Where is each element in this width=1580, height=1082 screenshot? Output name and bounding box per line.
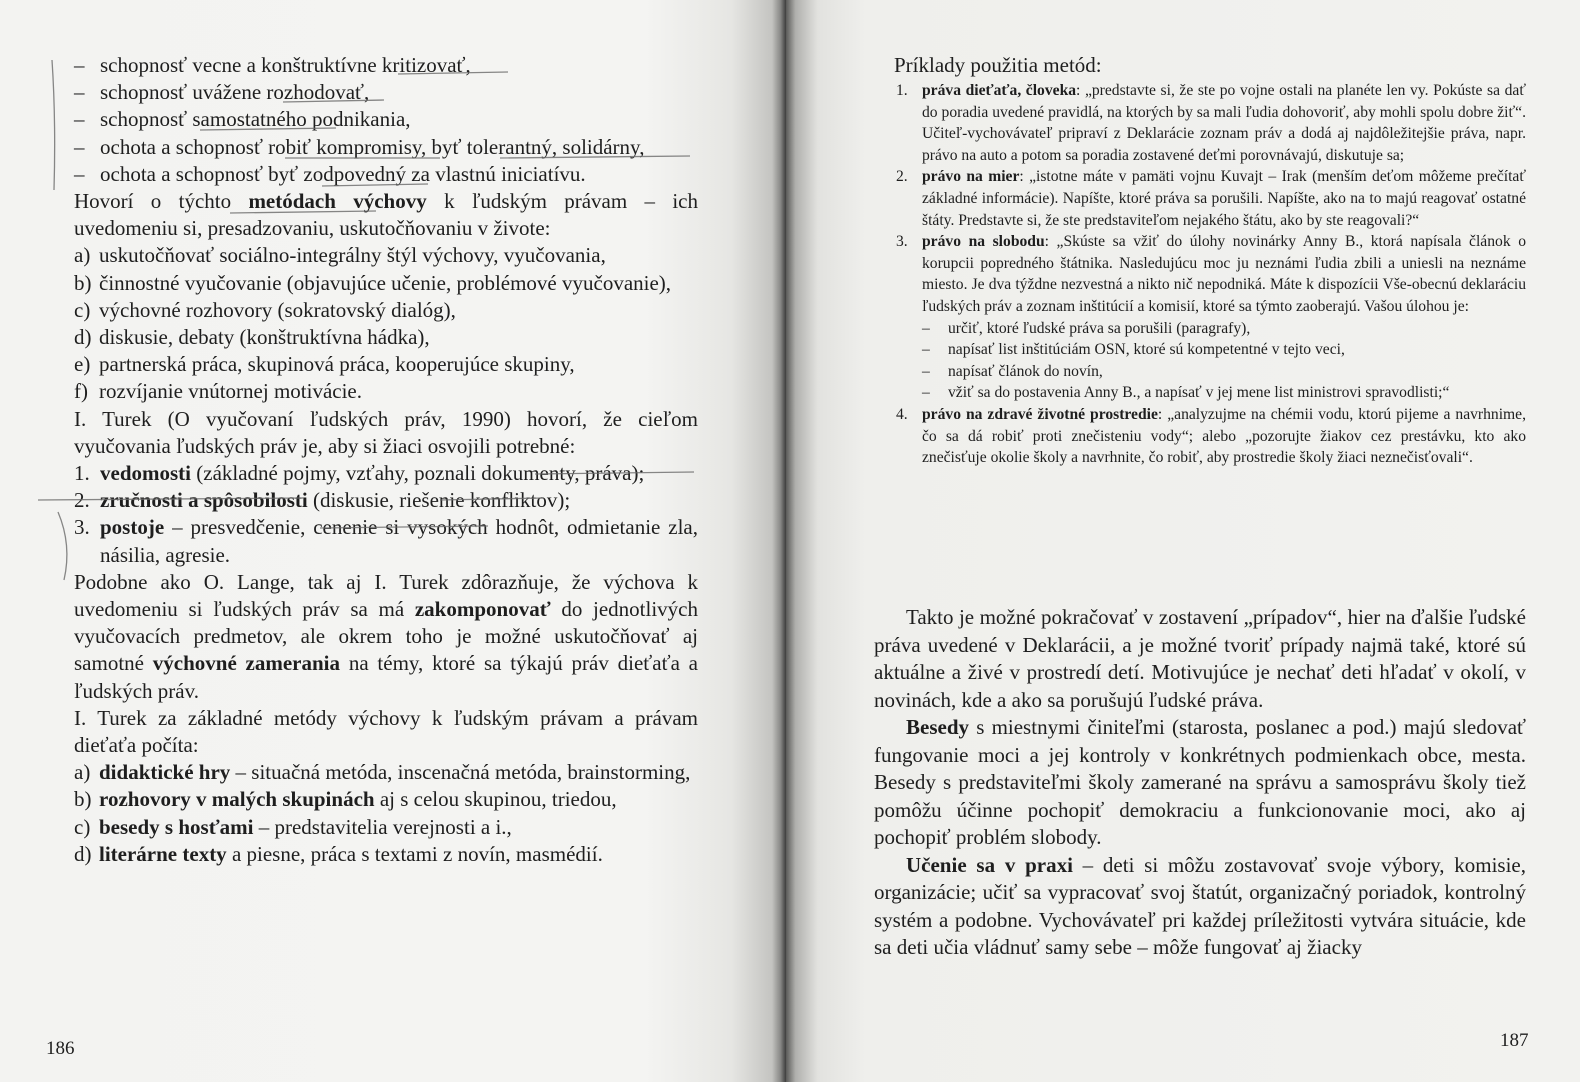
text-run: k ľudským právam – ich uvedomeniu si, presadzovaniu, uskutočňovaniu v živote: (74, 189, 698, 241)
example-item (896, 166, 1526, 231)
section-heading: Príklady použitia metód: (894, 53, 1102, 77)
bold-term: vedomosti (100, 461, 191, 486)
text-run: Podobne ako O. Lange, tak aj I. Turek zdôrazňuje, že výchova k uvedomeniu si ľudských práv sa má (74, 569, 698, 622)
list-item (74, 759, 698, 786)
example-text: : „predstavte si, že ste po vojne ostali na planéte len vy. Pokúste sa dať do poradia uvedené pravidlá, na ktorých by sa mali ľudia dohovoriť, aby mohli spolu dobre žiť“. Učiteľ-vychovávateľ pripraví z Deklarácie zoznam práv a dodá aj najdôležitejšie práva, napr. právo na auto a potom sa poradia zostavené deťmi porovnávajú, diskutuje sa; (922, 82, 1526, 164)
list-marker: a) (74, 243, 91, 268)
bold-term: Učenie sa v praxi (906, 852, 1073, 877)
list-item-text: (diskusie, riešenie konfliktov); (307, 488, 571, 513)
left-page (0, 0, 786, 1082)
list-item-text: partnerská práca, skupinová práca, kooperujúce skupiny, (99, 352, 575, 377)
paragraph-practice (874, 852, 1526, 962)
list-marker: 3. (896, 233, 908, 251)
list-item-text: uskutočňovať sociálno-integrálny štýl výchovy, vyučovania, (99, 243, 606, 268)
task-dash-item: – napísať článok do novín, (896, 361, 1526, 383)
example-text: : „Skúste sa vžiť do úlohy novinárky Anny B., ktorá napísala článok o korupcii popredného štátnika. Nasledujúcu moc ju neznámi ľudia zbili a uniesli na neznáme miesto. Je dva týždne nezvestná a nikto nič nepodniká. Máte k dispozícii Vše-obecnú deklaráciu ľudských práv a zoznam inštitúcií a komisií, ktoré sa týmto zaoberajú. Vašou úlohou je: (922, 233, 1527, 315)
example-item (896, 80, 1526, 166)
list-item (74, 786, 698, 813)
list-item-text: a piesne, práca s textami z novín, masmédií. (226, 841, 603, 866)
list-marker: d) (74, 841, 92, 866)
bold-term: besedy s hosťami (99, 814, 254, 839)
list-item (74, 378, 698, 405)
dash-item: – schopnosť vecne a konštruktívne kritizovať, (74, 52, 698, 79)
example-text: : „analyzujme na chémii vodu, ktorú pijeme a navrhnime, čo sa dá robiť proti znečisteniu vody“; alebo „pozorujte žiakov cez prestávku, kto ako znečisťuje okolie školy a navrhnite, čo robiť, aby prostredie školy žiaci neznečisťovali“. (922, 405, 1527, 467)
list-item-text: – situačná metóda, inscenačná metóda, brainstorming, (230, 760, 691, 785)
paragraph-methods-intro (74, 188, 698, 242)
task-dash-item: – vžiť sa do postavenia Anny B., a napísať v jej mene list ministrovi spravodlisti;“ (896, 382, 1526, 404)
example-item (896, 404, 1526, 469)
bold-term: právo na zdravé životné prostredie (922, 405, 1158, 423)
list-item (74, 487, 698, 514)
examples-list (896, 80, 1526, 469)
dash-item: – ochota a schopnosť robiť kompromisy, byť tolerantný, solidárny, (74, 134, 698, 161)
bold-term: didaktické hry (99, 760, 231, 785)
example-text: : „istotne máte v pamäti vojnu Kuvajt – Irak (menším deťom môžeme prečítať základné informácie). Napíšte, ktoré práva sa porušili. Napíšte, ako na to majú reagovať ostatné štáty. Predstavte si, že ste predstaviteľom nejakého štátu, ako by ste reagovali?“ (922, 168, 1526, 229)
task-dash-item: – určiť, ktoré ľudské práva sa porušili (paragrafy), (896, 318, 1526, 340)
bold-term: zakomponovať (414, 597, 551, 622)
list-marker: 2. (896, 168, 908, 186)
list-item (74, 297, 698, 324)
list-item-text: diskusie, debaty (konštruktívna hádka), (99, 325, 430, 350)
task-dash-item: – napísať list inštitúciám OSN, ktoré sú kompetentné v tejto veci, (896, 339, 1526, 361)
list-item-text: – presvedčenie, cenenie si vysokých hodnôt, odmietanie zla, násilia, agresie. (100, 515, 698, 567)
paragraph-besedy (874, 714, 1526, 852)
list-marker: c) (74, 814, 91, 839)
list-item (74, 324, 698, 351)
bold-term: postoje (100, 515, 165, 540)
text-run: – deti si môžu zostavovať svoje výbory, komisie, organizácie; učiť sa vypracovať svoj štatút, organizačný poriadok, kontrolný systém a podobne. Vychovávateľ pri každej príležitosti vytvára situácie, kde sa deti učia vládnuť samy sebe – môže fungovať aj žiacky (874, 852, 1527, 959)
text-run: Hovorí o týchto (74, 189, 249, 214)
list-item-text: činnostné vyučovanie (objavujúce učenie, problémové vyučovanie), (99, 270, 672, 295)
text-run: s miestnymi činiteľmi (starosta, poslanec a pod.) majú sledovať fungovanie moci a jej kontroly v konkrétnych podmienkach obce, mesta. Besedy s predstaviteľmi školy zamerané na správu a samosprávu školy tiež pomôžu účinne pochopiť demokraciu a funkcionovanie moci, ako aj pochopiť problém slobody. (874, 715, 1526, 849)
list-marker: f) (74, 379, 88, 404)
list-marker: b) (74, 270, 92, 295)
list-marker: 4. (896, 405, 908, 423)
list-marker: 1. (74, 461, 90, 486)
bold-term: Besedy (906, 715, 969, 739)
right-page-text (874, 604, 1526, 962)
list-item-text: výchovné rozhovory (sokratovský dialóg), (99, 297, 456, 322)
list-item-text: (základné pojmy, vzťahy, poznali dokumenty, práva); (191, 461, 645, 486)
list-item-text: rozvíjanie vnútornej motivácie. (99, 379, 362, 404)
list-marker: c) (74, 297, 91, 322)
list-item (74, 242, 698, 269)
list-marker: b) (74, 787, 92, 812)
left-page-text (74, 52, 698, 868)
bold-term: práva dieťaťa, človeka (922, 82, 1077, 99)
text-run: do jednotlivých vyučovacích predmetov, ale okrem toho je možné uskutočňovať aj samotné (74, 597, 698, 676)
paragraph-cases: Takto je možné pokračovať v zostavení „prípadov“, hier na ďalšie ľudské práva uvedené v Deklarácii, a je možné tvoriť prípady najmä také, ktoré sú aktuálne a živé v prostredí detí. Motivujúce je nechať deti hľadať v okolí, v novinách, kde a ako sa porušujú ľudské práva. (874, 605, 1526, 712)
list-marker: 3. (74, 515, 90, 540)
book-gutter (772, 0, 786, 1082)
dash-item: – schopnosť samostatného podnikania, (74, 106, 698, 133)
list-marker: a) (74, 760, 91, 785)
paragraph-turek-goals: I. Turek (O vyučovaní ľudských práv, 1990) hovorí, že cieľom vyučovania ľudských práv je, aby si žiaci osvojili potrebné: (74, 406, 698, 458)
right-page-examples (896, 52, 1526, 469)
list-marker: 2. (74, 488, 90, 513)
page-number: 187 (1500, 1030, 1529, 1051)
bold-term: literárne texty (99, 841, 227, 866)
list-item (74, 814, 698, 841)
paragraph-lange-turek (74, 569, 698, 705)
list-item-text: aj s celou skupinou, triedou, (374, 787, 617, 812)
page-number: 186 (46, 1038, 75, 1059)
list-item (74, 841, 698, 868)
dash-item: – ochota a schopnosť byť zodpovedný za vlastnú iniciatívu. (74, 161, 698, 188)
bold-term: rozhovory v malých skupinách (99, 787, 375, 812)
list-item-text: – predstavitelia verejnosti a i., (253, 814, 512, 839)
list-marker: d) (74, 325, 92, 350)
example-item (896, 231, 1526, 317)
bold-term: právo na mier (922, 168, 1020, 186)
text-run: na témy, ktoré sa týkajú práv dieťaťa a ľudských práv. (74, 651, 698, 703)
bold-term: výchovné zamerania (152, 651, 341, 676)
list-item (74, 351, 698, 378)
bold-term: zručnosti a spôsobilosti (100, 488, 308, 513)
dash-item: – schopnosť uvážene rozhodovať, (74, 79, 698, 106)
bold-term: právo na slobodu (922, 233, 1045, 251)
list-marker: 1. (896, 82, 908, 99)
list-item (74, 270, 698, 297)
bold-term: metódach výchovy (248, 189, 427, 214)
list-marker: e) (74, 352, 91, 377)
list-item (74, 460, 698, 487)
paragraph-basic-methods: I. Turek za základné metódy výchovy k ľudským právam a právam dieťaťa počíta: (74, 705, 698, 758)
list-item (74, 514, 698, 568)
